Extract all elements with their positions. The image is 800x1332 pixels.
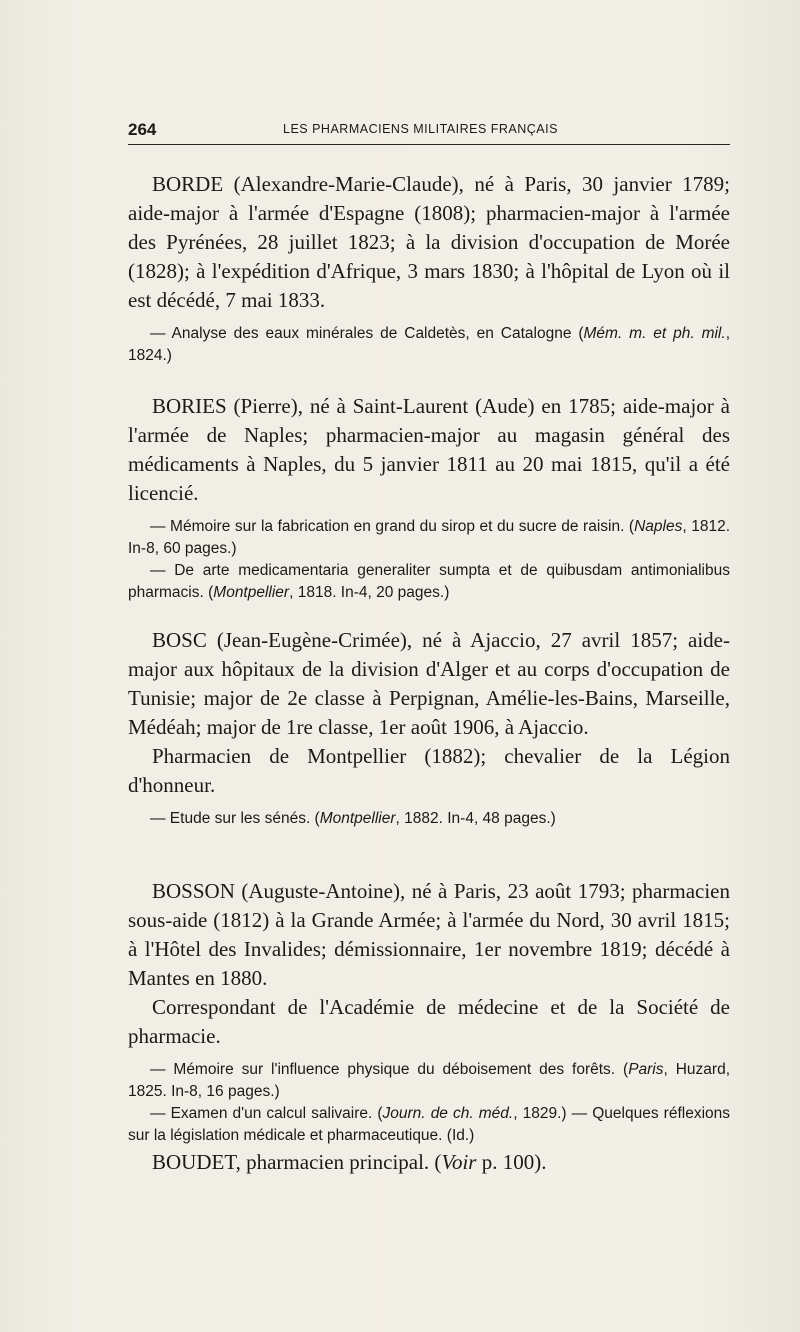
entry-bosc [128, 626, 730, 830]
bibliography-note: — De arte medicamentaria generaliter sumpta et de quibusdam antimonialibus pharmacis. (Montpellier, 1818. In-4, 20 pages.) [128, 562, 730, 601]
running-header [128, 118, 730, 145]
entry-text: BOSSON (Auguste-Antoine), né à Paris, 23 août 1793; pharmacien sous-aide (1812) à la Grande Armée; à l'armée du Nord, 30 avril 1815; à l'Hôtel des Invalides; démissionnaire, 1er novembre 1819; décédé à Mantes en 1880. [128, 879, 730, 990]
entry-extra: Correspondant de l'Académie de médecine et de la Société de pharmacie. [128, 995, 730, 1048]
bibliography-note: — Etude sur les sénés. (Montpellier, 1882. In-4, 48 pages.) [150, 810, 556, 827]
entry-text: BOUDET, pharmacien principal. (Voir p. 100). [152, 1150, 547, 1174]
entry-text: BORDE (Alexandre-Marie-Claude), né à Paris, 30 janvier 1789; aide-major à l'armée d'Espagne (1808); pharmacien-major à l'armée des Pyrénées, 28 juillet 1823; à la division d'occupation de Morée (1828); à l'expédition d'Afrique, 3 mars 1830; à l'hôpital de Lyon où il est décédé, 7 mai 1833. [128, 172, 730, 312]
running-title: LES PHARMACIENS MILITAIRES FRANÇAIS [283, 122, 558, 136]
bibliography-note: — Examen d'un calcul salivaire. (Journ. de ch. méd., 1829.) — Quelques réflexions sur la législation médicale et pharmaceutique. (Id.) [128, 1105, 730, 1144]
bibliography-note: — Analyse des eaux minérales de Caldetès, en Catalogne (Mém. m. et ph. mil., 1824.) [128, 325, 730, 364]
entry-extra: Pharmacien de Montpellier (1882); chevalier de la Légion d'honneur. [128, 744, 730, 797]
bibliography-note: — Mémoire sur la fabrication en grand du sirop et du sucre de raisin. (Naples, 1812. In-8, 60 pages.) [128, 518, 731, 557]
bibliography-note: — Mémoire sur l'influence physique du déboisement des forêts. (Paris, Huzard, 1825. In-8, 16 pages.) [128, 1061, 730, 1100]
entry-text: BORIES (Pierre), né à Saint-Laurent (Aude) en 1785; aide-major à l'armée de Naples; pharmacien-major au magasin général des médicaments à Naples, du 5 janvier 1811 au 20 mai 1815, qu'il a été licencié. [128, 394, 730, 505]
page-number: 264 [128, 120, 157, 139]
entry-boudet [128, 1148, 730, 1177]
entry-borde [128, 170, 730, 367]
entry-text: BOSC (Jean-Eugène-Crimée), né à Ajaccio, 27 avril 1857; aide-major aux hôpitaux de la division d'Alger et au corps d'occupation de Tunisie; major de 2e classe à Perpignan, Amélie-les-Bains, Marseille, Médéah; major de 1re classe, 1er août 1906, à Ajaccio. [128, 628, 730, 739]
entry-bories [128, 392, 730, 604]
entry-bosson [128, 877, 730, 1147]
